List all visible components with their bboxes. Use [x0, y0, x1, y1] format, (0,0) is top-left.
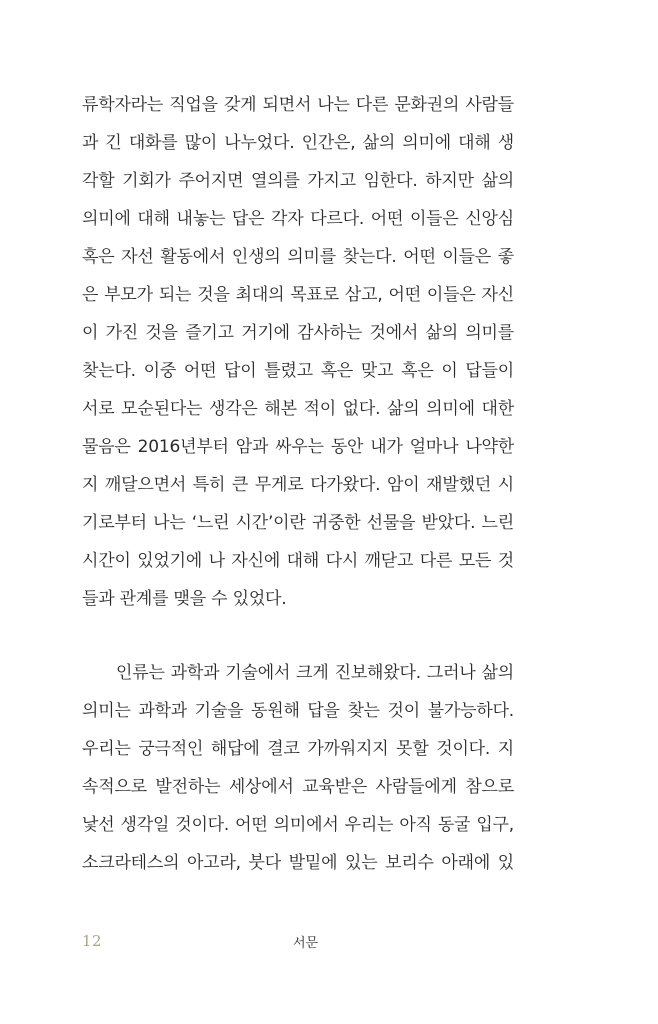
- text-line: 낯선 생각일 것이다. 어떤 의미에서 우리는 아직 동굴 입구,: [82, 815, 514, 835]
- page-number: 12: [82, 932, 103, 950]
- paragraph-2: [82, 654, 514, 882]
- paragraph-1: [82, 86, 514, 618]
- text-line: 이 가진 것을 즐기고 거기에 감사하는 것에서 삶의 의미를: [82, 323, 514, 343]
- text-line: 류학자라는 직업을 갖게 되면서 나는 다른 문화권의 사람들: [82, 95, 514, 115]
- text-line: 혹은 자선 활동에서 인생의 의미를 찾는다. 어떤 이들은 좋: [82, 247, 514, 267]
- text-line: 서로 모순된다는 생각은 해본 적이 없다. 삶의 의미에 대한: [82, 399, 514, 419]
- paragraph-gap: [82, 618, 514, 654]
- text-line: 기로부터 나는 ‘느린 시간’이란 귀중한 선물을 받았다. 느린: [82, 513, 514, 533]
- text-line: 물음은 2016년부터 암과 싸우는 동안 내가 얼마나 나약한: [82, 437, 514, 457]
- text-line: 은 부모가 되는 것을 최대의 목표로 삼고, 어떤 이들은 자신: [82, 285, 514, 305]
- text-line: 속적으로 발전하는 세상에서 교육받은 사람들에게 참으로: [82, 777, 514, 797]
- text-line: 시간이 있었기에 나 자신에 대해 다시 깨닫고 다른 모든 것: [82, 551, 514, 571]
- text-line: 들과 관계를 맺을 수 있었다.: [82, 589, 287, 609]
- text-line: 각할 기회가 주어지면 열의를 가지고 임한다. 하지만 삶의: [82, 171, 514, 191]
- text-line: 과 긴 대화를 많이 나누었다. 인간은, 삶의 의미에 대해 생: [82, 133, 514, 153]
- text-line: 의미는 과학과 기술을 동원해 답을 찾는 것이 불가능하다.: [82, 701, 514, 721]
- running-head: 서문: [293, 936, 319, 951]
- text-line: 소크라테스의 아고라, 붓다 발밑에 있는 보리수 아래에 있: [82, 853, 514, 873]
- text-line: 인류는 과학과 기술에서 크게 진보해왔다. 그러나 삶의: [116, 663, 514, 683]
- text-line: 의미에 대해 내놓는 답은 각자 다르다. 어떤 이들은 신앙심: [82, 209, 514, 229]
- text-line: 지 깨달으면서 특히 큰 무게로 다가왔다. 암이 재발했던 시: [82, 475, 514, 495]
- body-text: [82, 86, 514, 882]
- text-line: 우리는 궁극적인 해답에 결코 가까워지지 못할 것이다. 지: [82, 739, 514, 759]
- text-line: 찾는다. 이중 어떤 답이 틀렸고 혹은 맞고 혹은 이 답들이: [82, 361, 514, 381]
